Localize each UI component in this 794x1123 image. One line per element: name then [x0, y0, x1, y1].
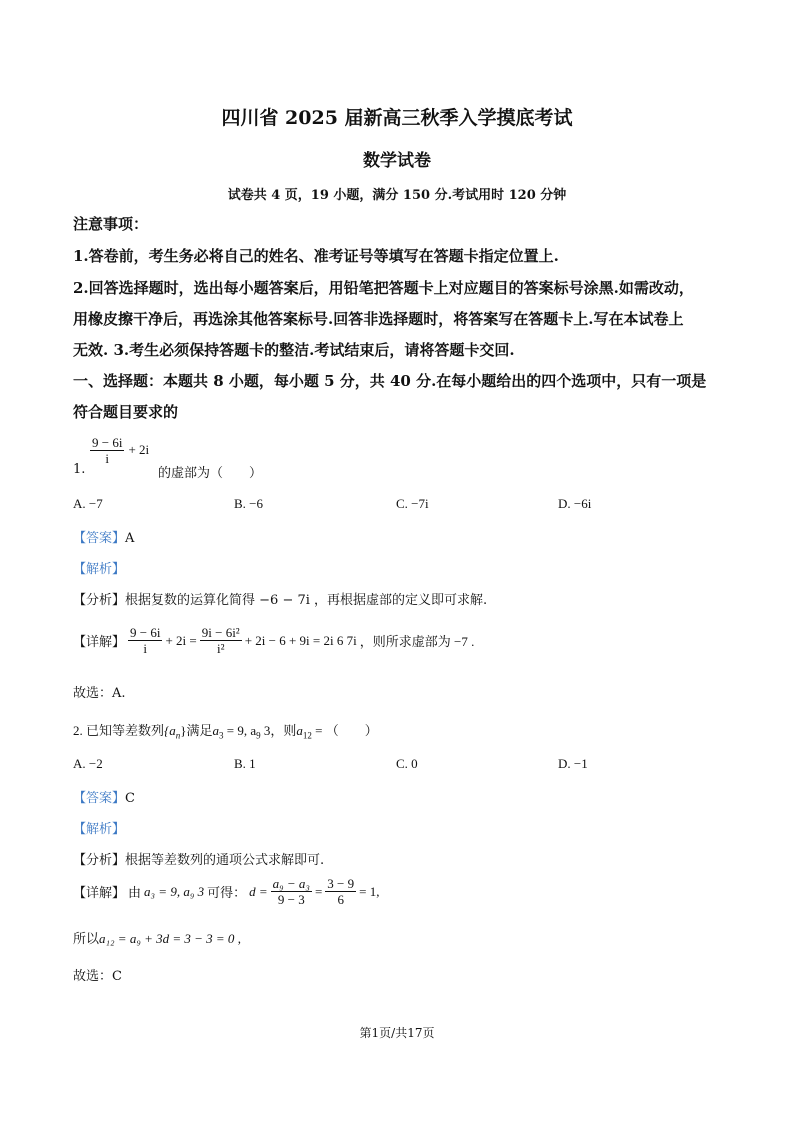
q2-detail — [73, 876, 379, 907]
q2-seq-sub: n — [175, 730, 181, 741]
q1-option-a: A. −7 — [73, 496, 103, 511]
q1-conclusion: 故选：A. — [73, 686, 126, 701]
exam-title: 四川省 2025 届新高三秋季入学摸底考试 — [221, 107, 573, 129]
notes-heading: 注意事项： — [73, 215, 149, 233]
q2-option-a: A. −2 — [73, 756, 103, 771]
notes-line-2: 2.回答选择题时，选出每小题答案后，用铅笔把答题卡上对应题目的答案标号涂黑.如需改动， — [73, 279, 694, 297]
q2-line2-b: a₁₂ = a₉ + 3d = 3 − 3 = 0 — [99, 931, 235, 946]
notes-line-1: 1.答卷前，考生务必将自己的姓名、准考证号等填写在答题卡指定位置上. — [73, 247, 559, 265]
q2-answer — [73, 787, 135, 806]
q2-detail-frac1-den: 9 − 3 — [277, 892, 305, 907]
q2-line2-c: , — [234, 931, 241, 946]
q2-cond-sub2: 9 — [256, 730, 261, 741]
q1-option-b: B. −6 — [234, 496, 264, 511]
q2-option-b: B. 1 — [234, 756, 256, 771]
section-line-1: 一、选择题：本题共 8 小题，每小题 5 分，共 40 分.在每小题给出的四个选项中，只有一项是 — [73, 372, 707, 390]
q2-option-d: D. −1 — [558, 756, 588, 771]
q2-detail-end: = 1, — [359, 883, 380, 899]
q1-analysis-tag: 【解析】 — [73, 562, 126, 577]
q2-detail-a: 由 — [128, 885, 142, 900]
q1-fenxi — [73, 589, 487, 608]
q2-detail-d: d = — [249, 883, 268, 899]
q1-stem-tail: 的虚部为（ ） — [158, 466, 263, 481]
q1-expression — [90, 435, 149, 466]
q2-detail-line2 — [73, 928, 241, 947]
q1-number: 1. — [73, 462, 86, 477]
q1-detail-rest: + 2i − 6 + 9i = 2i 6 7i — [244, 632, 357, 648]
q2-detail-b: a₃ = 9, a₉ 3 — [144, 883, 205, 899]
detail-tag: 【详解】 — [73, 634, 126, 649]
q2-cond-mid: = 9, a — [223, 723, 257, 738]
q2-answer-value: C — [125, 791, 135, 806]
q1-plus-term: + 2i — [128, 442, 150, 458]
q2-cond-end: 3 — [260, 723, 271, 738]
q1-frac-numerator: 9 − 6i — [92, 435, 123, 450]
q2-stem-d: = （ ） — [311, 723, 378, 738]
answer-tag: 【答案】 — [73, 791, 126, 806]
section-line-2: 符合题目要求的 — [73, 403, 179, 421]
q1-detail-tail: ，则所求虚部为 −7 . — [359, 634, 475, 649]
q1-answer — [73, 527, 134, 546]
q2-ask-sub: 12 — [302, 730, 312, 741]
q2-option-c: C. 0 — [396, 756, 418, 771]
q2-detail-frac2-den: 6 — [337, 892, 344, 907]
detail-tag: 【详解】 — [73, 885, 126, 900]
q1-frac-denominator: i — [105, 451, 110, 466]
fenxi-tag: 【分析】 — [73, 593, 126, 608]
q2-ask: a — [296, 723, 303, 738]
q2-cond-a: a — [212, 723, 219, 738]
q2-analysis-tag: 【解析】 — [73, 822, 126, 837]
q2-conclusion: 故选：C — [73, 969, 122, 984]
answer-tag: 【答案】 — [73, 531, 126, 546]
q2-cond-sub1: 3 — [218, 730, 224, 741]
q2-fenxi — [73, 849, 324, 868]
q1-detail-frac2-den: i² — [216, 641, 225, 656]
q2-stem — [73, 720, 378, 741]
notes-line-4: 无效. 3.考生必须保持答题卡的整洁.考试结束后，请将答题卡交回. — [73, 341, 515, 359]
q1-detail-frac1-num: 9 − 6i — [130, 625, 161, 640]
q2-line2-a: 所以 — [73, 931, 100, 946]
q1-option-c: C. −7i — [396, 496, 429, 511]
q1-detail-frac2-num: 9i − 6i² — [201, 625, 240, 640]
q2-detail-eq: = — [314, 883, 323, 899]
q2-stem-c: ，则 — [270, 723, 297, 738]
fenxi-tag: 【分析】 — [73, 853, 126, 868]
exam-subtitle: 数学试卷 — [363, 151, 431, 171]
q2-detail-c: 可得： — [207, 885, 247, 900]
q1-fenxi-text: 根据复数的运算化简得 −6 − 7i ，再根据虚部的定义即可求解. — [125, 593, 488, 608]
q1-answer-value: A — [125, 531, 135, 546]
q1-detail — [73, 625, 474, 656]
q2-seq-close: } — [180, 723, 187, 738]
q2-detail-frac1-num: a₉ − a₃ — [272, 876, 310, 891]
q2-seq: {a — [164, 723, 176, 738]
q1-detail-plus: + 2i = — [165, 632, 197, 648]
q1-option-d: D. −6i — [558, 496, 592, 511]
q2-stem-a: 2. 已知等差数列 — [73, 723, 165, 738]
page-footer: 第1页/共17页 — [359, 1026, 435, 1040]
q2-fenxi-text: 根据等差数列的通项公式求解即可. — [125, 853, 325, 868]
notes-line-3: 用橡皮擦干净后，再选涂其他答案标号.回答非选择题时，将答案写在答题卡上.写在本试卷上 — [73, 310, 684, 328]
q2-detail-frac2-num: 3 − 9 — [327, 876, 355, 891]
q1-detail-frac1-den: i — [143, 641, 148, 656]
exam-info: 试卷共 4 页，19 小题，满分 150 分.考试用时 120 分钟 — [227, 188, 567, 203]
q2-stem-b: 满足 — [186, 723, 213, 738]
